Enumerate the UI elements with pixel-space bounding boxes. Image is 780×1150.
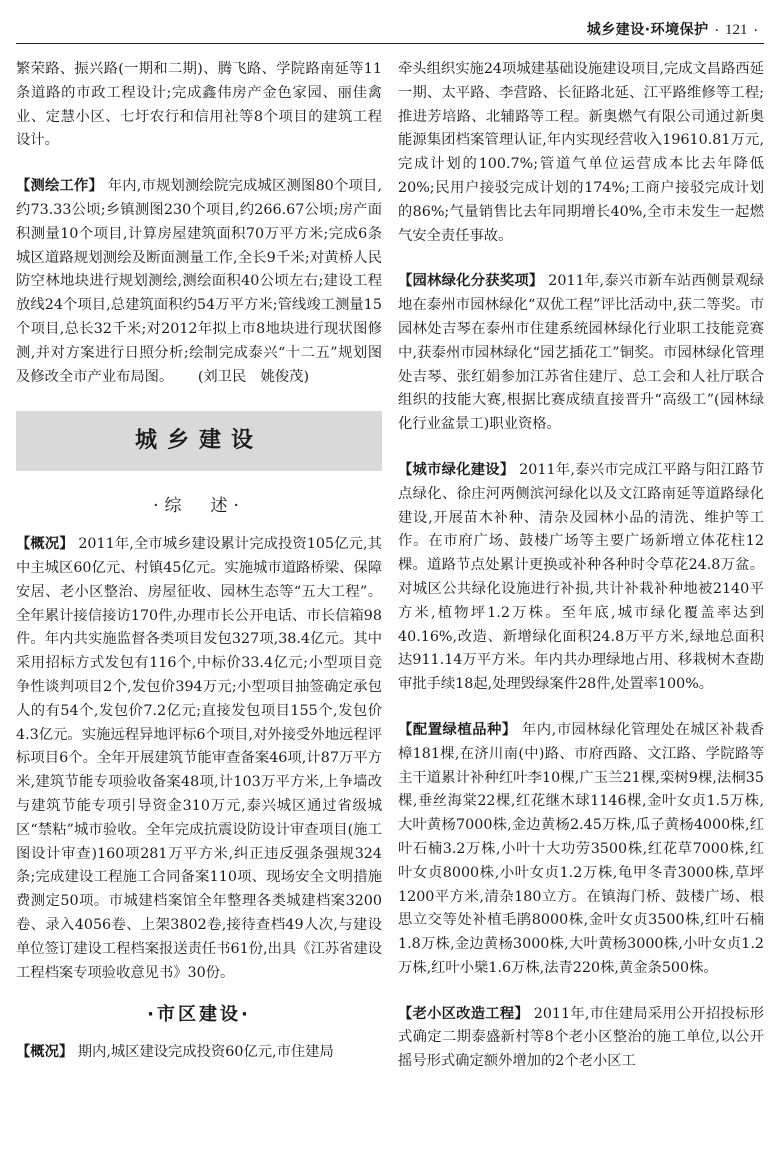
city-greening-heading: 【城市绿化建设】 [398, 461, 515, 478]
continued-paragraph-right: 牵头组织实施24项城建基础设施建设项目,完成文昌路西延一期、太平路、李营路、长征路北延、江平路维修等工程;推进芳培路、北辅路等工程。新奥燃气有限公司通过新奥能源集团档案管理认证,年内实现经营收入19610.81万元,完成计划的100.7%;管道气单位运营成本比去年降低20%;民用户接驳完成计划的174%;工商户接驳完成计划的86%;气量销售比去年同期增长40%,全市未发生一起燃气安全责任事故。 [398, 61, 764, 244]
running-header [16, 14, 764, 44]
city-overview-text: 期内,城区建设完成投资60亿元,市住建局 [77, 1044, 334, 1061]
right-column [398, 58, 764, 1074]
chapter-title: 城乡建设 [134, 428, 263, 454]
old-estate-section [398, 1003, 764, 1074]
city-greening-text: 2011年,泰兴市完成江平路与阳江路节点绿化、徐庄河两侧滨河绿化以及文江路南延等道路绿化建设,开展苗木补种、清杂及园林小品的清洗、维护等工作。在市府广场、鼓楼广场等主要广场新增立体花柱12棵。道路节点处累计更换或补种各种时令草花24.8万盆。对城区公共绿化设施进行补损,共计补栽补种地被2140平方米,植物坪1.2万株。至年底,城市绿化覆盖率达到40.16%,改造、新增绿化面积24.8万平方米,绿地总面积达911.14万平方米。年内共办理绿地占用、移栽树木查勘审批手续18起,处理毁绿案件28件,处置率100%。 [398, 461, 764, 693]
plant-varieties-heading: 【配置绿植品种】 [398, 721, 517, 738]
plant-varieties-section [398, 719, 764, 981]
old-estate-text: 2011年,市住建局采用公开招投标形式确定二期泰盛新村等8个老小区整治的施工单位,以公开摇号形式确定额外增加的2个老小区工 [398, 1005, 764, 1070]
left-column [16, 58, 382, 1065]
city-overview-heading: 【概况】 [16, 1044, 74, 1061]
overview-section [16, 533, 382, 985]
continued-paragraph: 繁荣路、振兴路(一期和二期)、腾飞路、学院路南延等11条道路的市政工程设计;完成鑫伟房产金色家园、丽佳禽业、定慧小区、七圩农行和信用社等8个项目的建筑工程设计。 [16, 61, 382, 149]
old-estate-heading: 【老小区改造工程】 [398, 1005, 529, 1022]
subhead-overview: ·综 述· [153, 496, 245, 517]
garden-award-section [398, 270, 764, 437]
city-overview-section [16, 1041, 382, 1065]
overview-heading: 【概况】 [16, 536, 74, 553]
section-title: 城乡建设·环境保护 [586, 22, 709, 38]
survey-credit: (刘卫民 姚俊茂) [197, 368, 310, 385]
garden-award-text: 2011年,泰兴市新车站西侧景观绿地在泰州市园林绿化“双优工程”评比活动中,获二等奖。市园林处吉琴在泰州市住建系统园林绿化行业职工技能竞赛中,获泰州市园林绿化“园艺插花工”铜奖。市园林绿化管理处吉琴、张红娟参加江苏省住建厅、总工会和人社厅联合组织的技能大赛,根据比赛成绩直接晋升“高级工”(园林绿化行业盆景工)职业资格。 [398, 273, 764, 433]
survey-heading: 【测绘工作】 [16, 178, 104, 195]
garden-award-heading: 【园林绿化分获奖项】 [398, 273, 544, 290]
city-greening-section [398, 459, 764, 697]
page-number: 121 [725, 22, 748, 38]
chapter-banner [16, 411, 382, 471]
plant-varieties-text: 年内,市园林绿化管理处在城区补栽香樟181棵,在济川南(中)路、市府西路、文江路、学院路等主干道累计补种红叶李10棵,广玉兰21棵,栾树9棵,法桐35棵,垂丝海棠22棵,红花继木球1146棵,金叶女贞1.5万株,大叶黄杨7000株,金边黄杨2.45万株,瓜子黄杨4000株,红叶石楠3.2万株,小叶十大功劳3500株,红花草7000株,红叶女贞8000株,小叶女贞1.2万株,龟甲冬青3000株,草坪1200平方米,清杂180立方。在镇海门桥、鼓楼广场、根思立交等处补植毛鹃8000株,金叶女贞3500株,红叶石楠1.8万株,金边黄杨3000株,大叶黄杨3000株,小叶女贞1.2万株,红叶小檗1.6万株,法青220株,黄金条500株。 [398, 721, 765, 976]
header-trailing-dot: · [753, 23, 758, 39]
header-separator-dot: · [714, 23, 720, 39]
subhead-city-construction: ·市区建设· [147, 1004, 251, 1026]
overview-text: 2011年,全市城乡建设累计完成投资105亿元,其中主城区60亿元、村镇45亿元。实施城市道路桥梁、保障安居、老小区整治、房屋征收、园林生态等“五大工程”。全年累计接信接访170件,办理市长公开电话、市长信箱98件。年内共实施监督各类项目发包327项,38.4亿元。其中采用招标方式发包有116个,中标价33.4亿元;小型项目竞争性谈判项目2个,发包价394万元;小型项目抽签确定承包人的有54个,发包价7.2亿元;直接发包项目155个,发包价4.3亿元。实施远程异地评标6个项目,对外接受外地远程评标项目6个。全年开展建筑节能审查备案46项,计87万平方米,建筑节能专项验收备案48项,计103万平方米,上争墙改与建筑节能专项引导资金310万元,泰兴城区通过省级城区“禁粘”城市验收。全年完成抗震设防设计审查项目(施工图设计审查)160项281万平方米,纠正违反强条强规324条;完成建设工程施工合同备案110项、现场安全文明措施费测定50项。市城建档案馆全年整理各类城建档案3200卷、录入4056卷、上架3802卷,接待查档49人次,与建设单位签订建设工程档案报送责任书61份,出具《江苏省建设工程档案专项验收意见书》30份。 [16, 536, 383, 981]
survey-text: 年内,市规划测绘院完成城区测图80个项目,约73.33公顷;乡镇测图230个项目,约266.67公顷;房产面积测量10个项目,计算房屋建筑面积70万平方米;完成6条城区道路规划测绘及断面测量工作,全长9千米;对黄桥人民防空林地块进行规划测绘,测绘面积40公顷左右;建设工程放线24个项目,总建筑面积约54万平方米;管线竣工测量15个项目,总长32千米;对2012年拟上市8地块进行现状图修测,并对方案进行日照分析;绘制完成泰兴“十二五”规划图及修改全市产业布局图。 [16, 178, 383, 385]
survey-section [16, 175, 382, 389]
